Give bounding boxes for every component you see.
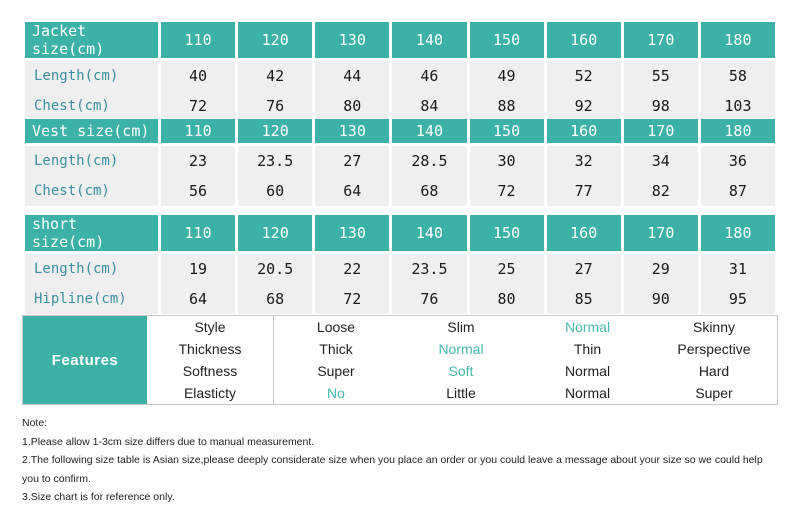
table-header-label: short size(cm)	[25, 215, 158, 251]
note-line: 2.The following size table is Asian size,please deeply considerate size when you place an order or you could leave a message about your size so we could help you to confirm.	[22, 454, 763, 485]
size-cell: 150	[470, 22, 544, 58]
table-row	[25, 254, 775, 284]
row-label: Chest(cm)	[25, 91, 158, 121]
size-cell: 110	[161, 119, 235, 143]
table-cell: 68	[392, 176, 466, 206]
size-cell: 140	[392, 119, 466, 143]
feature-option: No	[273, 382, 398, 404]
size-cell: 140	[392, 215, 466, 251]
size-cell: 180	[701, 119, 775, 143]
feature-attribute: Thickness	[178, 341, 242, 357]
table-cell: 19	[161, 254, 235, 284]
feature-option: Perspective	[677, 341, 751, 357]
table-cell: 36	[701, 146, 775, 176]
table-cell: 20.5	[238, 254, 312, 284]
feature-option: Soft	[448, 363, 474, 379]
table-cell: 40	[161, 61, 235, 91]
table-header-row	[25, 22, 775, 58]
table-cell: 85	[547, 284, 621, 314]
row-label: Length(cm)	[25, 146, 158, 176]
size-cell: 170	[624, 215, 698, 251]
table-cell: 23	[161, 146, 235, 176]
jacket-size-table	[22, 22, 778, 121]
size-cell: 110	[161, 22, 235, 58]
size-cell: 170	[624, 22, 698, 58]
feature-option: Normal	[564, 319, 611, 335]
table-cell: 80	[470, 284, 544, 314]
feature-option: Loose	[273, 316, 398, 338]
feature-option: Skinny	[692, 319, 736, 335]
table-cell: 46	[392, 61, 466, 91]
size-cell: 180	[701, 22, 775, 58]
table-cell: 34	[624, 146, 698, 176]
feature-option: Normal	[564, 385, 611, 401]
table-cell: 31	[701, 254, 775, 284]
table-header-label: Jacket size(cm)	[25, 22, 158, 58]
table-cell: 103	[701, 91, 775, 121]
table-row	[25, 146, 775, 176]
table-cell: 27	[547, 254, 621, 284]
features-grid	[147, 316, 777, 404]
table-cell: 22	[315, 254, 389, 284]
size-cell: 160	[547, 119, 621, 143]
short-size-table	[22, 215, 778, 314]
note-line: 3.Size chart is for reference only.	[22, 491, 175, 503]
table-cell: 60	[238, 176, 312, 206]
table-cell: 49	[470, 61, 544, 91]
table-cell: 64	[161, 284, 235, 314]
table-cell: 23.5	[238, 146, 312, 176]
table-cell: 80	[315, 91, 389, 121]
size-cell: 130	[315, 119, 389, 143]
notes-heading: Note:	[22, 417, 48, 429]
table-cell: 82	[624, 176, 698, 206]
feature-option: Super	[273, 360, 398, 382]
size-cell: 120	[238, 119, 312, 143]
size-cell: 130	[315, 22, 389, 58]
table-cell: 84	[392, 91, 466, 121]
table-cell: 88	[470, 91, 544, 121]
size-cell: 120	[238, 215, 312, 251]
row-label: Length(cm)	[25, 254, 158, 284]
features-title: Features	[23, 316, 147, 404]
feature-attribute: Style	[194, 319, 226, 335]
table-cell: 76	[238, 91, 312, 121]
table-cell: 28.5	[392, 146, 466, 176]
notes-section	[22, 414, 782, 507]
table-row	[25, 61, 775, 91]
size-cell: 130	[315, 215, 389, 251]
note-line: 1.Please allow 1-3cm size differs due to manual measurement.	[22, 435, 315, 448]
size-cell: 180	[701, 215, 775, 251]
feature-option: Thick	[273, 338, 398, 360]
table-cell: 98	[624, 91, 698, 121]
table-cell: 72	[161, 91, 235, 121]
features-panel	[22, 315, 778, 405]
table-cell: 68	[238, 284, 312, 314]
feature-option: Hard	[698, 363, 730, 379]
table-cell: 29	[624, 254, 698, 284]
size-cell: 150	[470, 119, 544, 143]
table-cell: 23.5	[392, 254, 466, 284]
table-header-row	[25, 119, 775, 143]
row-label: Hipline(cm)	[25, 284, 158, 314]
table-cell: 56	[161, 176, 235, 206]
table-cell: 76	[392, 284, 466, 314]
size-cell: 110	[161, 215, 235, 251]
table-cell: 77	[547, 176, 621, 206]
feature-option: Normal	[438, 341, 484, 357]
table-cell: 25	[470, 254, 544, 284]
feature-attribute: Softness	[182, 363, 238, 379]
feature-option: Little	[446, 385, 476, 401]
table-cell: 95	[701, 284, 775, 314]
table-cell: 64	[315, 176, 389, 206]
table-header-row	[25, 215, 775, 251]
size-cell: 120	[238, 22, 312, 58]
table-row	[25, 284, 775, 314]
table-cell: 44	[315, 61, 389, 91]
table-cell: 52	[547, 61, 621, 91]
table-row	[25, 176, 775, 206]
row-label: Length(cm)	[25, 61, 158, 91]
feature-attribute: Elasticty	[183, 385, 237, 401]
feature-option: Super	[695, 385, 733, 401]
size-cell: 160	[547, 215, 621, 251]
table-cell: 72	[315, 284, 389, 314]
table-cell: 72	[470, 176, 544, 206]
size-cell: 140	[392, 22, 466, 58]
table-cell: 58	[701, 61, 775, 91]
feature-option: Slim	[447, 319, 475, 335]
feature-option: Thin	[573, 341, 602, 357]
feature-option: Normal	[564, 363, 611, 379]
table-row	[25, 91, 775, 121]
table-cell: 87	[701, 176, 775, 206]
table-header-label: Vest size(cm)	[25, 119, 158, 143]
row-label: Chest(cm)	[25, 176, 158, 206]
table-cell: 42	[238, 61, 312, 91]
size-cell: 150	[470, 215, 544, 251]
table-cell: 92	[547, 91, 621, 121]
table-cell: 30	[470, 146, 544, 176]
vest-size-table	[22, 119, 778, 206]
table-cell: 32	[547, 146, 621, 176]
table-cell: 55	[624, 61, 698, 91]
size-cell: 160	[547, 22, 621, 58]
table-cell: 27	[315, 146, 389, 176]
table-cell: 90	[624, 284, 698, 314]
size-cell: 170	[624, 119, 698, 143]
